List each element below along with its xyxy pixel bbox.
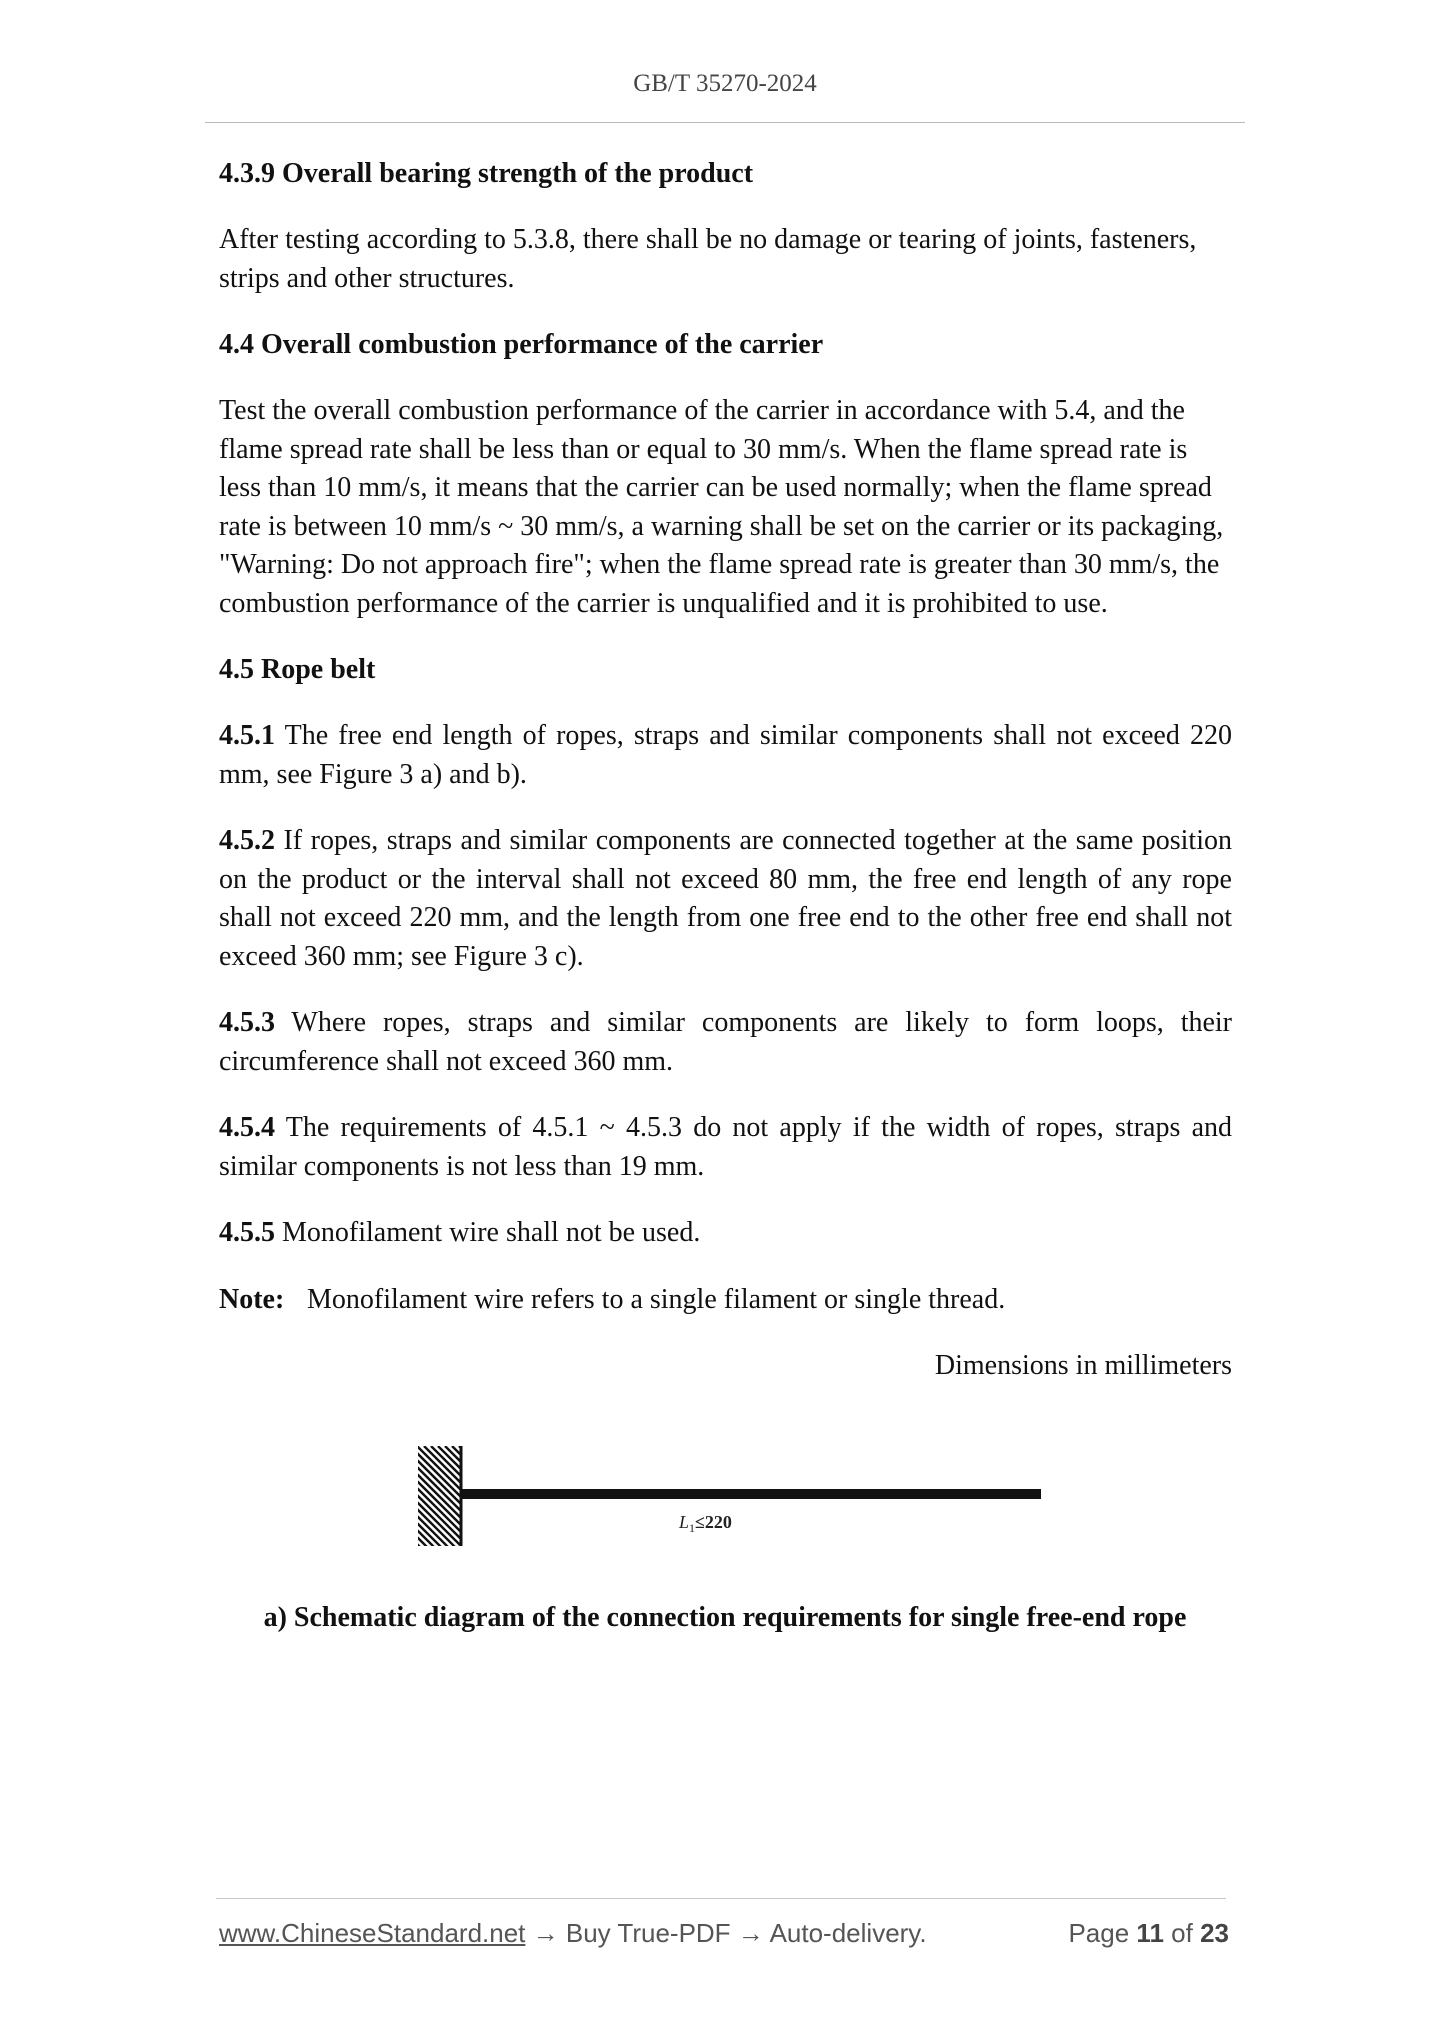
rope-diagram-svg [414,1438,1046,1550]
footer-divider [216,1898,1226,1899]
section-heading-4-4: 4.4 Overall combustion performance of the carrier [219,329,824,360]
document-body [219,155,1232,1386]
clause-text: Where ropes, straps and similar components are likely to form loops, their circumference shall not exceed 360 mm. [219,1007,1232,1077]
clause-text: Monofilament wire shall not be used. [275,1217,701,1248]
label-relation: ≤220 [695,1512,732,1532]
page-of: of [1171,1918,1193,1948]
label-variable: L [679,1512,690,1532]
rope-length-label [678,1512,732,1535]
clause-4-5-4 [219,1109,1232,1186]
website-link[interactable]: www.ChineseStandard.net [219,1918,526,1948]
clause-number: 4.5.5 [219,1217,275,1248]
note-label: Note: [219,1283,285,1315]
footer-tagline: → Buy True-PDF → Auto-delivery. [525,1918,927,1948]
page-total: 23 [1200,1918,1229,1948]
note-text: Monofilament wire refers to a single filament or single thread. [307,1283,1006,1315]
clause-4-5-1 [219,717,1232,794]
header-divider [205,122,1245,123]
clause-text: The requirements of 4.5.1 ~ 4.5.3 do not apply if the width of ropes, straps and similar components is not less than 19 mm. [219,1112,1232,1182]
clause-number: 4.5.4 [219,1112,275,1143]
note [219,1281,1232,1320]
clause-number: 4.5.1 [219,720,275,751]
dimensions-note: Dimensions in millimeters [934,1350,1232,1381]
figure-3a-diagram [414,1438,1046,1550]
section-heading-4-5: 4.5 Rope belt [219,654,376,685]
page-current: 11 [1136,1918,1164,1948]
section-heading-4-3-9: 4.3.9 Overall bearing strength of the product [219,158,754,189]
page-word: Page [1068,1918,1130,1948]
section-text-4-4: Test the overall combustion performance of the carrier in accordance with 5.4, and the flame spread rate shall be less than or equal to 30 mm/s. When the flame spread rate is less than 10 mm/s, it means that the carrier can be used normally; when the flame spread rate is between 10 mm/s ~ 30 mm/s, a warning shall be set on the carrier or its packaging, "Warning: Do not approach fire"; when the flame spread rate is greater than 30 mm/s, the combustion performance of the carrier is unqualified and it is prohibited to use. [219,395,1224,619]
section-text-4-3-9: After testing according to 5.3.8, there shall be no damage or tearing of joints, fasteners, strips and other structures. [219,224,1197,294]
clause-4-5-5 [219,1214,1232,1253]
page-indicator [1068,1918,1229,1949]
clause-number: 4.5.2 [219,825,275,856]
clause-text: The free end length of ropes, straps and similar components shall not exceed 220 mm, see Figure 3 a) and b). [219,720,1232,790]
label-subscript: 1 [689,1521,696,1535]
page-footer [219,1918,1229,1949]
document-id: GB/T 35270-2024 [633,70,817,97]
figure-caption: a) Schematic diagram of the connection requirements for single free-end rope [263,1602,1187,1633]
clause-number: 4.5.3 [219,1007,275,1038]
clause-text: If ropes, straps and similar components are connected together at the same position on the product or the interval shall not exceed 80 mm, the free end length of any rope shall not exceed 220 mm, and the length from one free end to the other free end shall not exceed 360 mm; see Figure 3 c). [219,825,1232,972]
clause-4-5-3 [219,1004,1232,1081]
clause-4-5-2 [219,822,1232,976]
